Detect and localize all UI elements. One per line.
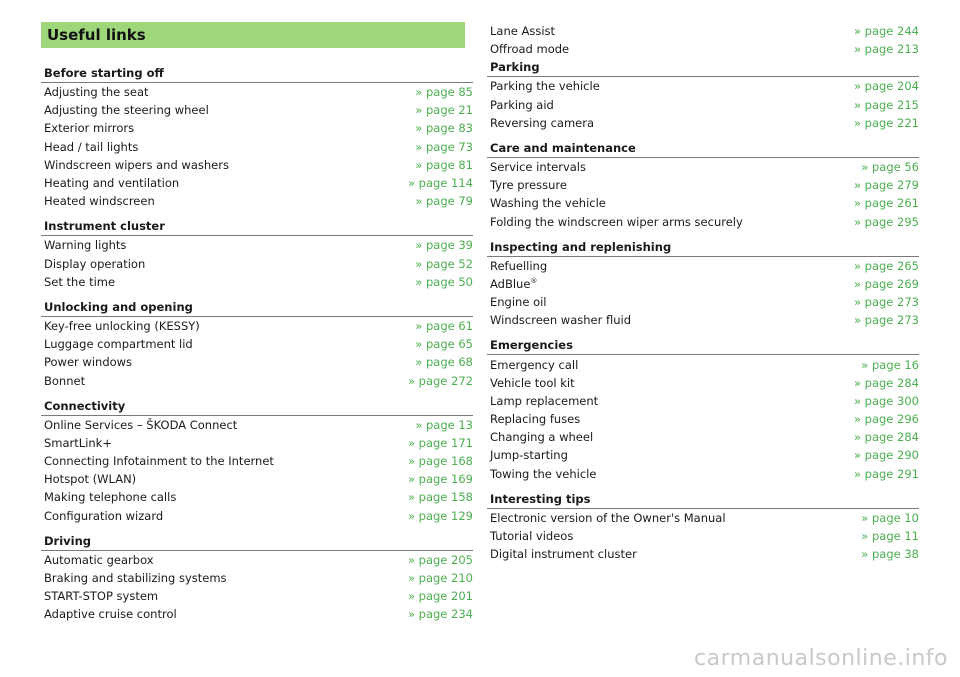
link-row[interactable] <box>487 77 919 95</box>
page-reference-link[interactable]: » page 210 <box>407 571 473 586</box>
page-reference-link[interactable]: » page 61 <box>415 318 473 333</box>
page-reference-link[interactable]: » page 21 <box>415 103 473 118</box>
link-label-text: Windscreen wipers and washers <box>44 157 229 172</box>
page-reference-link[interactable]: » page 79 <box>415 194 473 209</box>
page-title: Useful links <box>41 22 465 48</box>
link-label <box>490 376 575 390</box>
link-label-text: Service intervals <box>490 160 586 175</box>
link-label-text: Heated windscreen <box>44 194 155 209</box>
section-title: Unlocking and opening <box>41 298 473 317</box>
link-row[interactable] <box>41 138 473 156</box>
link-label-text: Folding the windscreen wiper arms securely <box>490 214 743 229</box>
left-column <box>41 22 473 624</box>
link-label <box>490 448 568 462</box>
page-reference-link[interactable]: » page 279 <box>853 178 919 193</box>
link-row[interactable] <box>41 371 473 389</box>
section-title: Emergencies <box>487 336 919 355</box>
link-row[interactable] <box>487 545 919 563</box>
link-label-text: Braking and stabilizing systems <box>44 571 227 586</box>
link-row[interactable] <box>487 374 919 392</box>
page-reference-link[interactable]: » page 16 <box>861 357 919 372</box>
page-reference-link[interactable]: » page 272 <box>407 373 473 388</box>
page-reference-link[interactable]: » page 171 <box>407 435 473 450</box>
left-section-list <box>41 64 473 624</box>
right-top-list <box>487 22 919 58</box>
link-section <box>487 139 919 231</box>
section-title: Driving <box>41 532 473 551</box>
link-label <box>44 355 132 369</box>
link-row[interactable] <box>487 527 919 545</box>
page-reference-link[interactable]: » page 169 <box>407 472 473 487</box>
link-label-text: Emergency call <box>490 357 579 372</box>
link-label <box>490 295 547 309</box>
link-label <box>490 467 596 481</box>
link-section <box>41 217 473 291</box>
link-label-text: Adjusting the seat <box>44 85 149 100</box>
page-reference-link[interactable]: » page 215 <box>853 97 919 112</box>
page-reference-link[interactable]: » page 290 <box>853 448 919 463</box>
link-label-text: START-STOP system <box>44 589 159 604</box>
page-reference-link[interactable]: » page 291 <box>853 466 919 481</box>
link-label-text: Luggage compartment lid <box>44 337 193 352</box>
link-section <box>487 238 919 330</box>
link-label-text: Changing a wheel <box>490 430 594 445</box>
section-title: Care and maintenance <box>487 139 919 158</box>
link-label-text: Tutorial videos <box>490 529 574 544</box>
link-label-text: Exterior mirrors <box>44 121 135 136</box>
link-row[interactable] <box>41 174 473 192</box>
link-row[interactable] <box>41 507 473 525</box>
link-label-text: Heating and ventilation <box>44 176 180 191</box>
link-row[interactable] <box>487 428 919 446</box>
link-label-text: Digital instrument cluster <box>490 547 637 562</box>
link-label-text: Key-free unlocking (KESSY) <box>44 318 200 333</box>
link-label <box>44 472 136 486</box>
page-reference-link[interactable]: » page 85 <box>415 85 473 100</box>
link-label-text: Head / tail lights <box>44 139 139 154</box>
link-label <box>44 490 176 504</box>
link-row[interactable] <box>487 22 919 40</box>
link-label <box>490 178 567 192</box>
link-label <box>44 238 126 252</box>
link-row[interactable] <box>41 470 473 488</box>
section-title: Connectivity <box>41 397 473 416</box>
link-row[interactable] <box>41 488 473 506</box>
link-label <box>490 42 569 56</box>
page-reference-link[interactable]: » page 81 <box>415 157 473 172</box>
link-label-text: Lane Assist <box>490 24 556 39</box>
link-row[interactable] <box>41 605 473 623</box>
link-row[interactable] <box>487 96 919 114</box>
link-section <box>41 532 473 624</box>
link-row[interactable] <box>41 353 473 371</box>
link-label <box>490 215 743 229</box>
link-label-text: SmartLink+ <box>44 435 112 450</box>
page-reference-link[interactable]: » page 273 <box>853 295 919 310</box>
link-row[interactable] <box>487 176 919 194</box>
link-label-text: Parking the vehicle <box>490 79 600 94</box>
page-reference-link[interactable]: » page 56 <box>861 160 919 175</box>
link-label-text: Making telephone calls <box>44 490 177 505</box>
link-row[interactable] <box>487 311 919 329</box>
page-reference-link[interactable]: » page 168 <box>407 454 473 469</box>
page-reference-link[interactable]: » page 295 <box>853 214 919 229</box>
link-label <box>490 116 594 130</box>
link-section <box>41 397 473 525</box>
link-label <box>44 103 209 117</box>
link-row[interactable] <box>487 355 919 373</box>
registered-mark: ® <box>530 277 538 286</box>
page-reference-link[interactable]: » page 11 <box>861 529 919 544</box>
link-label-text: Offroad mode <box>490 42 570 57</box>
section-title: Interesting tips <box>487 490 919 509</box>
link-row[interactable] <box>41 255 473 273</box>
link-row[interactable] <box>487 410 919 428</box>
link-row[interactable] <box>41 273 473 291</box>
page-reference-link[interactable]: » page 284 <box>853 375 919 390</box>
section-title: Inspecting and replenishing <box>487 238 919 257</box>
link-label-text: Warning lights <box>44 238 127 253</box>
page-reference-link[interactable]: » page 13 <box>415 417 473 432</box>
link-label <box>44 374 85 388</box>
link-row[interactable] <box>41 236 473 254</box>
link-row[interactable] <box>41 317 473 335</box>
link-label <box>44 194 155 208</box>
link-label <box>44 571 227 585</box>
link-label-text: Engine oil <box>490 295 547 310</box>
link-label-text: Vehicle tool kit <box>490 375 575 390</box>
link-row[interactable] <box>41 452 473 470</box>
page-reference-link[interactable]: » page 65 <box>415 337 473 352</box>
link-label <box>44 275 115 289</box>
link-row[interactable] <box>487 40 919 58</box>
link-row[interactable] <box>41 434 473 452</box>
page-reference-link[interactable]: » page 158 <box>407 490 473 505</box>
page-reference-link[interactable]: » page 261 <box>853 196 919 211</box>
page-reference-link[interactable]: » page 296 <box>853 412 919 427</box>
link-row[interactable] <box>487 465 919 483</box>
page-reference-link[interactable]: » page 68 <box>415 355 473 370</box>
link-row[interactable] <box>41 551 473 569</box>
link-label <box>490 511 726 525</box>
link-label-text: Adjusting the steering wheel <box>44 103 209 118</box>
section-title: Parking <box>487 58 919 77</box>
link-section <box>41 298 473 390</box>
link-label-text: Parking aid <box>490 97 554 112</box>
link-label <box>490 259 547 273</box>
link-row[interactable] <box>487 194 919 212</box>
page-reference-link[interactable]: » page 83 <box>415 121 473 136</box>
link-label-text: Tyre pressure <box>490 178 567 193</box>
page-reference-link[interactable]: » page 73 <box>415 139 473 154</box>
link-row[interactable] <box>487 158 919 176</box>
link-label <box>490 196 606 210</box>
page-reference-link[interactable]: » page 265 <box>853 258 919 273</box>
link-label-text: Connecting Infotainment to the Internet <box>44 454 274 469</box>
link-label <box>44 418 237 432</box>
page-reference-link[interactable]: » page 39 <box>415 238 473 253</box>
link-label <box>44 436 112 450</box>
link-label <box>490 313 631 327</box>
link-label-text: Towing the vehicle <box>490 466 597 481</box>
link-label <box>490 529 573 543</box>
page-reference-link[interactable]: » page 204 <box>853 79 919 94</box>
link-row[interactable] <box>41 156 473 174</box>
page-reference-link[interactable]: » page 269 <box>853 276 919 291</box>
link-label-text: Lamp replacement <box>490 393 599 408</box>
link-label-text: Adaptive cruise control <box>44 607 177 622</box>
link-label <box>44 176 179 190</box>
link-row[interactable] <box>487 293 919 311</box>
link-row[interactable] <box>41 335 473 353</box>
link-label-text: Reversing camera <box>490 115 595 130</box>
page-reference-link[interactable]: » page 284 <box>853 430 919 445</box>
link-label <box>44 85 149 99</box>
link-row[interactable] <box>487 275 919 293</box>
link-row[interactable] <box>487 392 919 410</box>
link-label <box>490 358 578 372</box>
page-reference-link[interactable]: » page 38 <box>861 547 919 562</box>
page-reference-link[interactable]: » page 114 <box>407 176 473 191</box>
link-section <box>487 58 919 132</box>
page-reference-link[interactable]: » page 52 <box>415 256 473 271</box>
link-label <box>44 257 145 271</box>
link-label-text: AdBlue <box>490 276 531 291</box>
link-label-text: Jump-starting <box>490 448 568 463</box>
link-label <box>490 79 600 93</box>
right-column <box>487 22 919 563</box>
link-label <box>44 509 163 523</box>
link-label <box>490 394 598 408</box>
link-label-text: Refuelling <box>490 258 548 273</box>
link-row[interactable] <box>487 509 919 527</box>
link-label <box>490 24 555 38</box>
link-label-text: Power windows <box>44 355 133 370</box>
page-reference-link[interactable]: » page 213 <box>853 42 919 57</box>
link-label <box>44 589 158 603</box>
page-reference-link[interactable]: » page 221 <box>853 115 919 130</box>
page-reference-link[interactable]: » page 234 <box>407 607 473 622</box>
link-label <box>490 430 593 444</box>
link-label <box>44 140 138 154</box>
link-label-text: Online Services – ŠKODA Connect <box>44 417 238 432</box>
link-section <box>487 490 919 564</box>
link-label <box>44 158 229 172</box>
page-reference-link[interactable]: » page 50 <box>415 274 473 289</box>
link-label <box>44 319 200 333</box>
link-label-text: Automatic gearbox <box>44 552 154 567</box>
page-reference-link[interactable]: » page 129 <box>407 508 473 523</box>
link-row[interactable] <box>487 213 919 231</box>
link-row[interactable] <box>41 587 473 605</box>
link-row[interactable] <box>487 446 919 464</box>
link-label-text: Configuration wizard <box>44 508 164 523</box>
link-label-text: Replacing fuses <box>490 412 581 427</box>
page-reference-link[interactable]: » page 201 <box>407 589 473 604</box>
link-label <box>490 98 554 112</box>
link-label-text: Display operation <box>44 256 146 271</box>
link-label-text: Hotspot (WLAN) <box>44 472 137 487</box>
page-reference-link[interactable]: » page 273 <box>853 313 919 328</box>
link-label <box>44 121 134 135</box>
link-row[interactable] <box>41 83 473 101</box>
link-row[interactable] <box>41 569 473 587</box>
page-reference-link[interactable]: » page 10 <box>861 510 919 525</box>
page-reference-link[interactable]: » page 205 <box>407 552 473 567</box>
section-title: Instrument cluster <box>41 217 473 236</box>
link-label <box>44 553 154 567</box>
link-section <box>41 64 473 210</box>
page-reference-link[interactable]: » page 244 <box>853 24 919 39</box>
link-label-text: Windscreen washer fluid <box>490 313 632 328</box>
link-label <box>490 412 580 426</box>
link-label-text: Set the time <box>44 274 116 289</box>
link-label-text: Bonnet <box>44 373 86 388</box>
page-reference-link[interactable]: » page 300 <box>853 393 919 408</box>
link-row[interactable] <box>487 114 919 132</box>
link-label-text: Electronic version of the Owner's Manual <box>490 510 726 525</box>
watermark-text: carmanualsonline.info <box>694 646 948 671</box>
link-label <box>490 547 637 561</box>
link-section <box>487 336 919 482</box>
link-label <box>490 160 586 174</box>
link-label <box>490 277 537 291</box>
link-label <box>44 337 193 351</box>
right-section-list <box>487 58 919 563</box>
link-row[interactable] <box>41 416 473 434</box>
link-row[interactable] <box>487 257 919 275</box>
link-row[interactable] <box>41 119 473 137</box>
link-label <box>44 607 177 621</box>
link-row[interactable] <box>41 192 473 210</box>
link-label-text: Washing the vehicle <box>490 196 606 211</box>
link-label <box>44 454 274 468</box>
link-row[interactable] <box>41 101 473 119</box>
section-title: Before starting off <box>41 64 473 83</box>
